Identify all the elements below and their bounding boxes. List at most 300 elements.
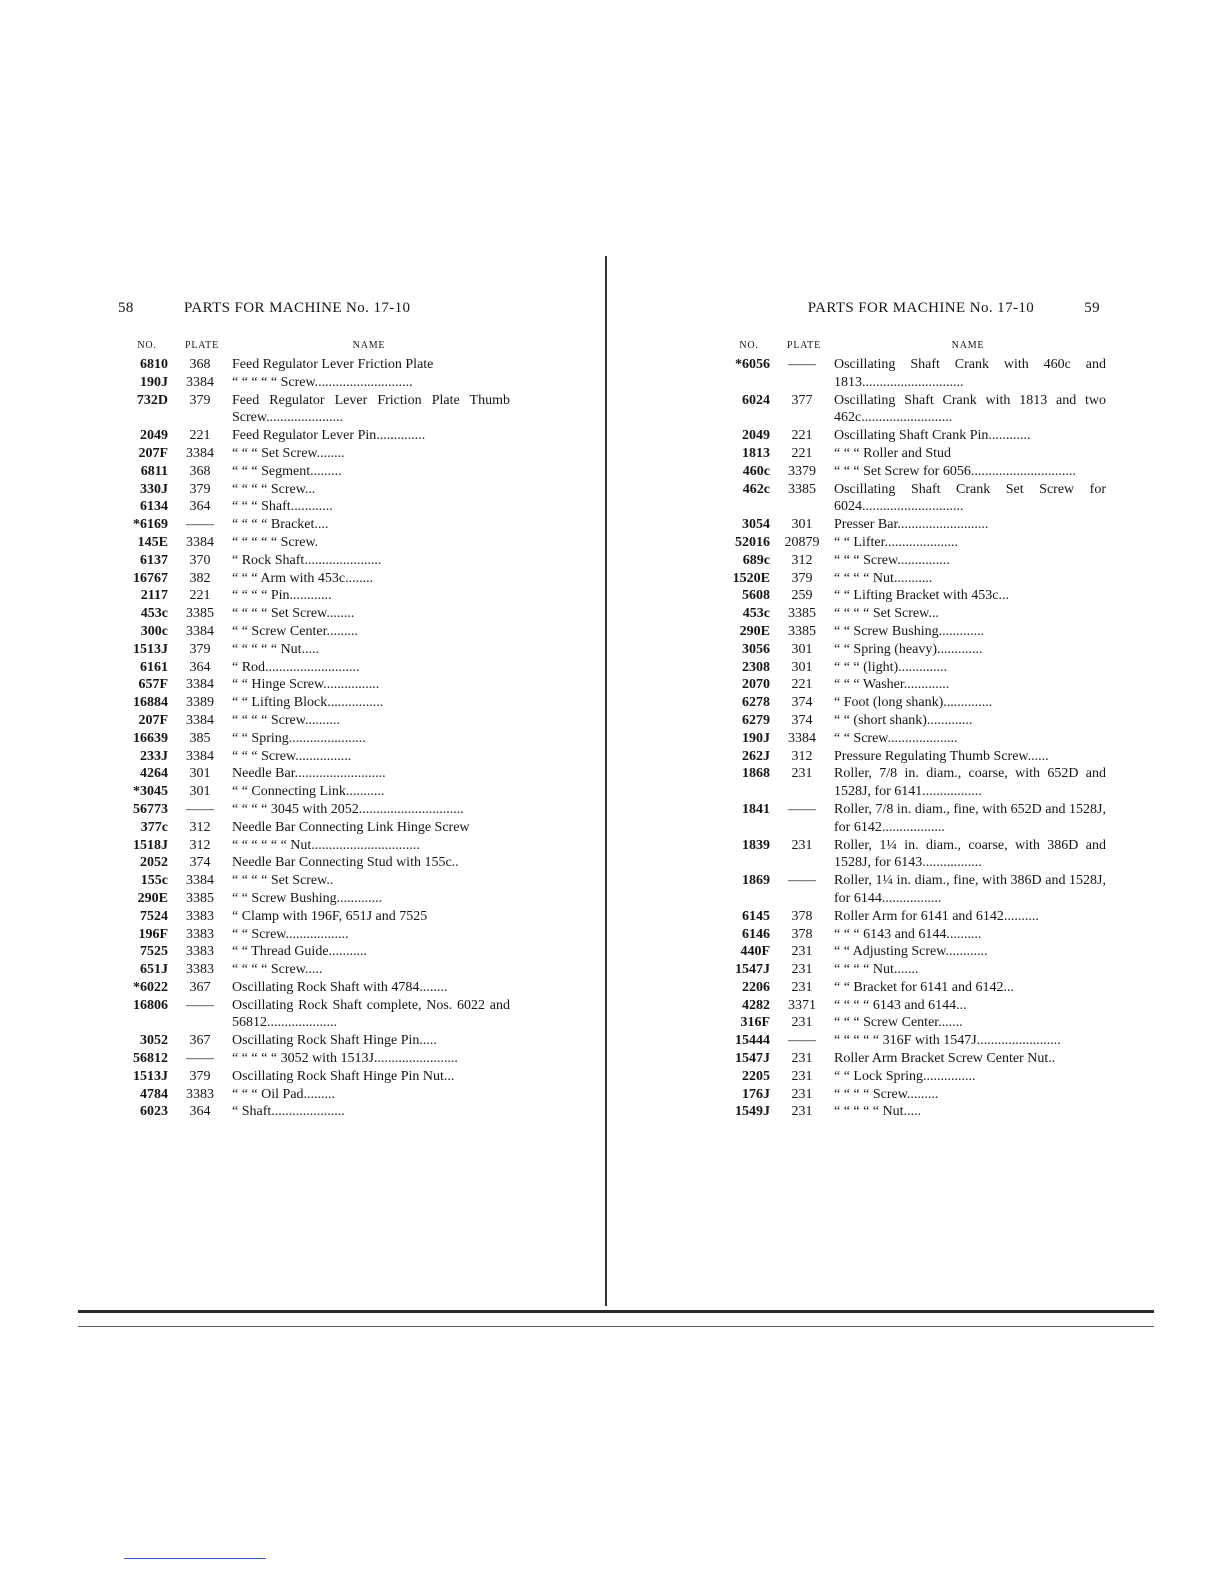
part-row — [720, 765, 1106, 801]
part-number: 6146 — [742, 926, 770, 942]
plate-number: 3385 — [788, 481, 816, 497]
part-row — [720, 641, 1106, 659]
right-parts-list — [720, 356, 1106, 1121]
plate-number: 312 — [189, 837, 211, 853]
plate-number: 3383 — [186, 926, 214, 942]
part-row — [118, 765, 510, 783]
part-name: “ “ “ “ Bracket.... — [232, 517, 329, 533]
plate-number: 385 — [189, 730, 211, 746]
part-number: 196F — [138, 926, 168, 942]
part-name: “ “ “ Washer............. — [834, 677, 950, 693]
part-name: “ “ “ “ “ Nut..... — [232, 641, 320, 657]
plate-number: 301 — [791, 659, 813, 675]
part-row — [118, 1032, 510, 1050]
plate-number: 3383 — [186, 908, 214, 924]
part-row — [118, 659, 510, 677]
part-name: “ “ Screw.................... — [834, 730, 958, 746]
plate-number: —— — [788, 873, 816, 889]
part-number: 6278 — [742, 695, 770, 711]
part-name: “ “ Spring...................... — [232, 730, 366, 746]
plate-number: 364 — [189, 1104, 211, 1120]
column-header-name: NAME — [951, 340, 985, 351]
part-number: 6279 — [742, 712, 770, 728]
part-name: Feed Regulator Lever Pin.............. — [232, 428, 426, 444]
part-row — [118, 534, 510, 552]
part-number: 2205 — [742, 1068, 770, 1084]
part-name: “ “ “ “ “ Screw. — [232, 534, 319, 550]
part-name: “ “ “ “ Screw......... — [834, 1086, 939, 1102]
plate-number: 231 — [791, 1068, 813, 1084]
plate-number: 3384 — [186, 534, 214, 550]
left-parts-list — [118, 356, 510, 1121]
part-number: 462c — [742, 481, 770, 497]
part-name: “ Rock Shaft...................... — [232, 552, 382, 568]
part-row — [118, 961, 510, 979]
plate-number: 3383 — [186, 962, 214, 978]
part-number: *6056 — [735, 357, 770, 372]
part-number: 2070 — [742, 677, 770, 693]
plate-number: 3371 — [788, 997, 816, 1013]
part-row — [720, 712, 1106, 730]
part-number: 1547J — [735, 962, 770, 978]
plate-number: 368 — [189, 357, 211, 372]
part-row — [720, 445, 1106, 463]
plate-number: 3384 — [186, 623, 214, 639]
part-row — [118, 427, 510, 445]
plate-number: 221 — [189, 428, 211, 444]
plate-number: 382 — [189, 570, 211, 586]
part-name: Feed Regulator Lever Friction Plate — [232, 357, 434, 372]
plate-number: —— — [788, 801, 816, 817]
column-header-plate: PLATE — [185, 340, 219, 351]
part-row — [720, 570, 1106, 588]
part-row — [720, 1014, 1106, 1032]
part-number: 5608 — [742, 588, 770, 604]
plate-number: 231 — [791, 1086, 813, 1102]
part-row — [118, 730, 510, 748]
right-page-title: PARTS FOR MACHINE No. 17-10 — [807, 300, 1035, 316]
plate-number: 374 — [791, 695, 813, 711]
part-name: “ “ Connecting Link........... — [232, 784, 385, 800]
part-row — [720, 961, 1106, 979]
plate-number: 231 — [791, 944, 813, 960]
part-name: “ “ “ “ Screw... — [232, 481, 316, 497]
part-number: 1868 — [742, 766, 770, 782]
plate-number: 301 — [189, 784, 211, 800]
part-number: 290E — [739, 623, 770, 639]
part-name: “ “ “ Arm with 453c........ — [232, 570, 374, 586]
part-row — [118, 1068, 510, 1086]
part-row — [118, 445, 510, 463]
part-name: “ “ Lifter..................... — [834, 534, 959, 550]
part-name: “ “ Screw.................. — [232, 926, 349, 942]
part-name: “ “ “ Segment......... — [232, 463, 342, 479]
plate-number: 301 — [791, 517, 813, 533]
part-row — [118, 392, 510, 428]
part-number: 651J — [140, 962, 168, 978]
part-row — [720, 908, 1106, 926]
plate-number: 3385 — [186, 606, 214, 622]
part-name: Roller, 1¼ in. diam., coarse, with 386D and 1528J, for 6143................. — [834, 837, 1106, 871]
right-column-headers — [720, 340, 1106, 354]
part-number: 453c — [742, 606, 770, 622]
part-name: Oscillating Shaft Crank Pin............ — [834, 428, 1031, 444]
part-row — [118, 463, 510, 481]
part-number: 7525 — [140, 944, 168, 960]
part-name: Needle Bar.......................... — [232, 766, 386, 782]
part-row — [720, 730, 1106, 748]
part-row — [720, 979, 1106, 997]
plate-number: 231 — [791, 766, 813, 782]
plate-number: 364 — [189, 659, 211, 675]
part-name: “ “ “ Screw................ — [232, 748, 352, 764]
part-name: “ “ “ Set Screw........ — [232, 445, 345, 461]
part-row — [720, 1103, 1106, 1121]
part-number: 1813 — [742, 445, 770, 461]
part-name: “ “ “ “ Pin............ — [232, 588, 332, 604]
part-number: 4282 — [742, 997, 770, 1013]
left-page-title: PARTS FOR MACHINE No. 17-10 — [184, 300, 411, 316]
part-row — [118, 854, 510, 872]
part-row — [720, 392, 1106, 428]
plate-number: 231 — [791, 962, 813, 978]
part-name: “ “ Hinge Screw................ — [232, 677, 380, 693]
part-row — [118, 926, 510, 944]
part-row — [720, 427, 1106, 445]
part-number: 190J — [742, 730, 770, 746]
part-row — [720, 623, 1106, 641]
plate-number: 312 — [791, 748, 813, 764]
plate-number: 377 — [791, 392, 813, 408]
part-row — [720, 481, 1106, 517]
part-number: 1841 — [742, 801, 770, 817]
left-column-headers — [118, 340, 510, 354]
plate-number: 231 — [791, 837, 813, 853]
plate-number: 374 — [189, 855, 211, 871]
plate-number: 301 — [189, 766, 211, 782]
part-name: Feed Regulator Lever Friction Plate Thumb Screw...................... — [232, 392, 510, 426]
part-name: “ “ “ “ “ Screw............................ — [232, 374, 413, 390]
part-row — [720, 748, 1106, 766]
part-name: “ “ Screw Center......... — [232, 623, 358, 639]
left-page — [118, 300, 510, 1121]
part-name: “ “ “ Screw Center....... — [834, 1015, 963, 1031]
part-number: 2049 — [742, 428, 770, 444]
part-number: 6023 — [140, 1104, 168, 1120]
part-number: 6161 — [140, 659, 168, 675]
part-number: 440F — [740, 944, 770, 960]
part-row — [118, 570, 510, 588]
plate-number: 3384 — [186, 748, 214, 764]
part-number: 1518J — [133, 837, 168, 853]
part-name: “ “ Lifting Bracket with 453c... — [834, 588, 1009, 604]
part-row — [118, 1050, 510, 1068]
part-name: Oscillating Shaft Crank Set Screw for 6024............................. — [834, 481, 1106, 515]
part-number: 145E — [137, 534, 168, 550]
column-header-plate: PLATE — [787, 340, 821, 351]
part-row — [720, 943, 1106, 961]
part-number: 3052 — [140, 1033, 168, 1049]
plate-number: 378 — [791, 908, 813, 924]
plate-number: 221 — [189, 588, 211, 604]
part-number: 732D — [136, 392, 168, 408]
part-row — [720, 801, 1106, 837]
part-number: 2049 — [140, 428, 168, 444]
part-number: 7524 — [140, 908, 168, 924]
column-header-no: NO. — [137, 340, 157, 351]
plate-number: 221 — [791, 677, 813, 693]
part-name: “ “ “ Shaft............ — [232, 499, 333, 515]
part-number: 6134 — [140, 499, 168, 515]
right-page-header — [720, 300, 1106, 322]
part-row — [118, 641, 510, 659]
part-name: Oscillating Shaft Crank with 460c and 1813............................. — [834, 357, 1106, 390]
column-header-no: NO. — [739, 340, 759, 351]
page-gutter-line — [605, 256, 607, 1306]
part-number: 1547J — [735, 1051, 770, 1067]
plate-number: 221 — [791, 428, 813, 444]
part-row — [118, 908, 510, 926]
part-name: “ Foot (long shank).............. — [834, 695, 993, 711]
plate-number: 379 — [791, 570, 813, 586]
part-row — [118, 623, 510, 641]
part-number: 290E — [137, 890, 168, 906]
part-row — [720, 676, 1106, 694]
part-number: *6022 — [133, 979, 168, 995]
plate-number: 312 — [189, 819, 211, 835]
plate-number: 3383 — [186, 944, 214, 960]
column-header-name: NAME — [352, 340, 386, 351]
part-row — [720, 356, 1106, 392]
plate-number: —— — [186, 1051, 214, 1067]
part-number: 3054 — [742, 517, 770, 533]
part-name: Roller, 7/8 in. diam., coarse, with 652D and 1528J, for 6141................. — [834, 766, 1106, 800]
part-name: “ “ (short shank)............. — [834, 712, 973, 728]
part-number: 4784 — [140, 1086, 168, 1102]
part-name: “ “ “ Set Screw for 6056.............................. — [834, 463, 1076, 479]
part-number: 262J — [742, 748, 770, 764]
part-name: “ “ Adjusting Screw............ — [834, 944, 988, 960]
part-name: “ Rod........................... — [232, 659, 360, 675]
part-name: “ “ “ “ 3045 with 2052.............................. — [232, 801, 464, 817]
part-row — [118, 374, 510, 392]
plate-number: —— — [186, 801, 214, 817]
part-row — [118, 552, 510, 570]
part-row — [118, 872, 510, 890]
part-name: Roller Arm Bracket Screw Center Nut.. — [834, 1051, 1056, 1067]
part-number: 377c — [140, 819, 168, 835]
part-row — [118, 837, 510, 855]
part-number: 176J — [742, 1086, 770, 1102]
part-name: “ “ “ “ 6143 and 6144... — [834, 997, 967, 1013]
plate-number: —— — [788, 357, 816, 372]
part-number: 300c — [140, 623, 168, 639]
plate-number: 20879 — [784, 534, 820, 550]
part-row — [720, 926, 1106, 944]
plate-number: 367 — [189, 979, 211, 995]
part-number: 2308 — [742, 659, 770, 675]
plate-number: 312 — [791, 552, 813, 568]
plate-number: 3384 — [788, 730, 816, 746]
part-name: “ “ “ Screw............... — [834, 552, 950, 568]
part-number: 1549J — [735, 1104, 770, 1120]
part-row — [118, 801, 510, 819]
part-row — [720, 1032, 1106, 1050]
part-name: “ “ “ “ Screw.......... — [232, 712, 340, 728]
part-number: 453c — [140, 606, 168, 622]
part-number: 6145 — [742, 908, 770, 924]
part-name: “ “ Thread Guide........... — [232, 944, 368, 960]
part-row — [118, 516, 510, 534]
part-name: “ “ “ Roller and Stud — [834, 445, 952, 461]
part-name: “ Shaft..................... — [232, 1104, 345, 1120]
part-number: 330J — [140, 481, 168, 497]
part-name: “ “ Bracket for 6141 and 6142... — [834, 979, 1014, 995]
plate-number: 231 — [791, 1051, 813, 1067]
plate-number: 3385 — [788, 606, 816, 622]
part-name: “ “ “ “ Set Screw........ — [232, 606, 355, 622]
part-row — [720, 659, 1106, 677]
part-name: “ “ Spring (heavy)............. — [834, 641, 983, 657]
part-name: “ “ “ “ “ 316F with 1547J........................ — [834, 1033, 1061, 1049]
part-name: “ “ Screw Bushing............. — [834, 623, 985, 639]
part-name: Oscillating Rock Shaft Hinge Pin..... — [232, 1033, 437, 1049]
plate-number: 379 — [189, 481, 211, 497]
left-page-header — [118, 300, 510, 322]
part-name: “ “ “ 6143 and 6144.......... — [834, 926, 982, 942]
plate-number: 374 — [791, 712, 813, 728]
part-name: Needle Bar Connecting Link Hinge Screw — [232, 819, 470, 835]
part-name: Roller Arm for 6141 and 6142.......... — [834, 908, 1039, 924]
part-number: 657F — [138, 677, 168, 693]
part-number: 16639 — [133, 730, 168, 746]
part-number: 2117 — [140, 588, 168, 604]
part-name: “ “ “ “ Nut....... — [834, 962, 919, 978]
plate-number: 3385 — [186, 890, 214, 906]
plate-number: 379 — [189, 641, 211, 657]
part-number: 6137 — [140, 552, 168, 568]
part-row — [118, 748, 510, 766]
plate-number: 367 — [189, 1033, 211, 1049]
part-number: 190J — [140, 374, 168, 390]
part-row — [720, 516, 1106, 534]
part-name: Pressure Regulating Thumb Screw...... — [834, 748, 1049, 764]
part-row — [720, 1050, 1106, 1068]
part-number: 6024 — [742, 392, 770, 408]
part-number: 1513J — [133, 641, 168, 657]
part-number: 16767 — [133, 570, 168, 586]
part-name: “ “ “ “ Set Screw... — [834, 606, 939, 622]
part-number: 56773 — [133, 801, 168, 817]
part-name: “ “ Lifting Block................ — [232, 695, 384, 711]
part-row — [720, 605, 1106, 623]
plate-number: 3389 — [186, 695, 214, 711]
part-name: Roller, 7/8 in. diam., fine, with 652D and 1528J, for 6142.................. — [834, 801, 1106, 835]
plate-number: 379 — [189, 1068, 211, 1084]
part-number: 460c — [742, 463, 770, 479]
part-name: “ “ “ “ Screw..... — [232, 962, 323, 978]
part-number: 1513J — [133, 1068, 168, 1084]
part-row — [720, 872, 1106, 908]
part-number: 155c — [140, 873, 168, 889]
part-number: 1520E — [732, 570, 770, 586]
plate-number: 231 — [791, 979, 813, 995]
part-name: “ “ Screw Bushing............. — [232, 890, 383, 906]
part-number: 1839 — [742, 837, 770, 853]
part-row — [720, 694, 1106, 712]
bottom-rule-thin — [78, 1326, 1154, 1327]
plate-number: 379 — [189, 392, 211, 408]
part-number: 233J — [140, 748, 168, 764]
plate-number: 3384 — [186, 873, 214, 889]
part-row — [118, 819, 510, 837]
plate-number: 3384 — [186, 374, 214, 390]
part-row — [720, 1086, 1106, 1104]
bottom-rule — [78, 1310, 1154, 1313]
plate-number: 3384 — [186, 445, 214, 461]
part-name: “ “ “ “ Set Screw.. — [232, 873, 334, 889]
part-number: 316F — [740, 1015, 770, 1031]
part-number: 689c — [742, 552, 770, 568]
part-name: “ “ “ (light).............. — [834, 659, 948, 675]
part-row — [720, 552, 1106, 570]
part-number: 1869 — [742, 873, 770, 889]
part-row — [118, 890, 510, 908]
part-row — [720, 997, 1106, 1015]
part-number: 3056 — [742, 641, 770, 657]
part-name: “ “ “ Oil Pad......... — [232, 1086, 336, 1102]
part-row — [720, 587, 1106, 605]
plate-number: —— — [186, 997, 214, 1013]
part-row — [720, 463, 1106, 481]
part-name: Needle Bar Connecting Stud with 155c.. — [232, 855, 459, 871]
plate-number: 368 — [189, 463, 211, 479]
part-number: 2052 — [140, 855, 168, 871]
right-page — [720, 300, 1106, 1121]
part-name: Oscillating Rock Shaft complete, Nos. 6022 and 56812.................... — [232, 997, 510, 1031]
part-row — [720, 1068, 1106, 1086]
part-number: 207F — [138, 712, 168, 728]
left-page-number: 58 — [118, 300, 134, 316]
part-number: 56812 — [133, 1051, 168, 1067]
part-row — [118, 979, 510, 997]
part-name: Oscillating Rock Shaft Hinge Pin Nut... — [232, 1068, 455, 1084]
part-row — [720, 534, 1106, 552]
part-number: *6169 — [133, 517, 168, 533]
plate-number: 301 — [791, 641, 813, 657]
part-name: Roller, 1¼ in. diam., fine, with 386D and 1528J, for 6144................. — [834, 873, 1106, 906]
plate-number: —— — [186, 517, 214, 533]
right-page-number: 59 — [1084, 300, 1100, 316]
part-row — [118, 712, 510, 730]
part-name: Presser Bar.......................... — [834, 517, 989, 533]
part-name: “ “ “ “ Nut........... — [834, 570, 933, 586]
part-name: “ “ “ “ “ Nut..... — [834, 1104, 922, 1120]
plate-number: 3384 — [186, 677, 214, 693]
plate-number: 231 — [791, 1015, 813, 1031]
part-row — [118, 997, 510, 1033]
part-row — [720, 837, 1106, 873]
plate-number: 3385 — [788, 623, 816, 639]
part-name: Oscillating Rock Shaft with 4784........ — [232, 979, 448, 995]
part-number: 16806 — [133, 997, 168, 1013]
part-number: 6811 — [140, 463, 168, 479]
part-row — [118, 943, 510, 961]
part-number: 207F — [138, 445, 168, 461]
part-name: “ Clamp with 196F, 651J and 7525 — [232, 908, 428, 924]
part-row — [118, 783, 510, 801]
part-row — [118, 481, 510, 499]
